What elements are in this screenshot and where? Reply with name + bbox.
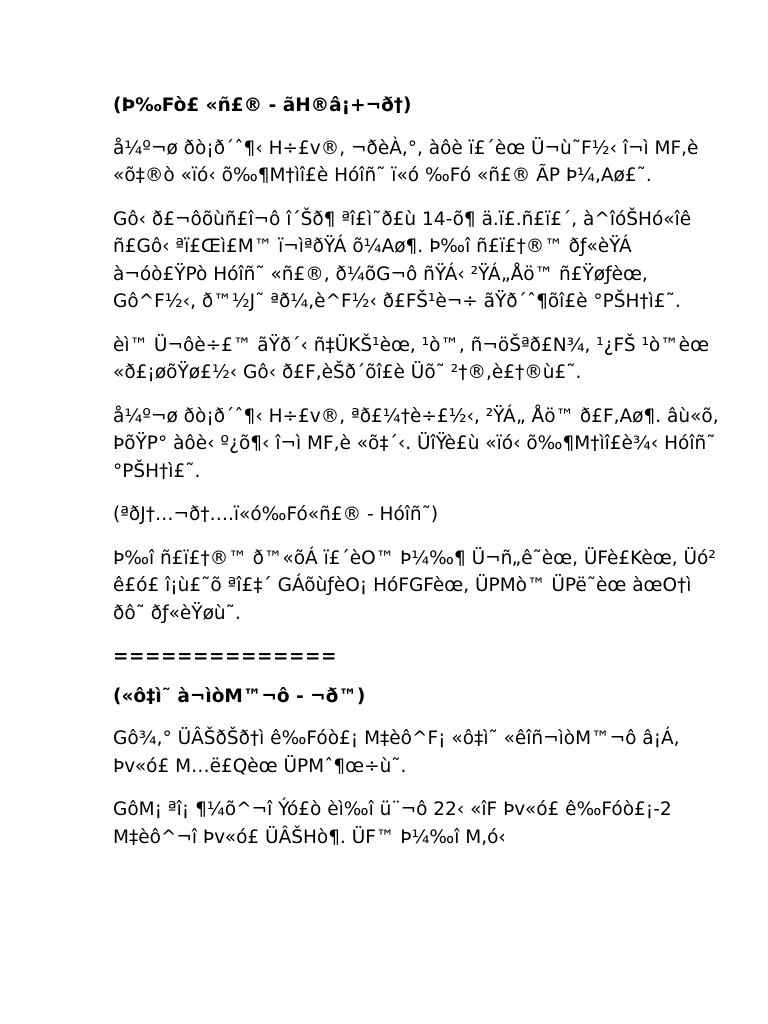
paragraph-4: å¼º¬ø ðò¡ð´ˆ¶‹ H÷£v®, ªð£¼†è÷£½‹, ²ŸÁ„ Åö™ ð£F,Aø¶. âù«õ, ÞõŸP° àôè‹ º¿õ¶‹ î¬ì MF,è «õ‡´‹. ÜîŸè£ù «ïó‹ õ‰¶M†ìî£è¾‹ Hóîñ˜ °PŠH†ì£˜. [113, 405, 719, 482]
paragraph-1: å¼º¬ø ðò¡ð´ˆ¶‹ H÷£v®, ¬ðèÀ,°, àôè ï£´èœ Ü¬ù˜F½‹ î¬ì MF,è «õ‡®ò «ïó‹ õ‰¶M†ìî£è Hóîñ˜ ï«ó ‰Fó «ñ£® ÃP Þ¼,Aø£˜. [113, 137, 699, 186]
paragraph-5: Þ‰î ñ£ï£†®™ ð™«õÁ ï£´èO™ Þ¼‰¶ Ü¬ñ„ê˜èœ, ÜFè£Kèœ, Üó² ê£ó£ î¡ù£˜õ ªî£‡´ GÁõùƒèO¡ HóFGFèœ, ÜPMò™ ÜPë˜èœ àœO†ì ðô˜ ðƒ«èŸøù˜. [113, 547, 716, 624]
photo-caption: (ªðJ†…¬ð†….ï«ó‰Fó«ñ£® - Hóîñ˜) [113, 504, 439, 525]
paragraph-2: Gô‹ ð£¬ôõùñ£î¬ô î´Šð¶ ªî£ì˜ð£ù 14-õ¶ ä.ï£.ñ£ï£´, à^îóŠHó«îê ñ£Gô‹ ªï£Œì£M™ ï¬ìªðŸÁ õ¼Aø¶. Þ‰î ñ£ï£†®™ ðƒ«èŸÁ à¬óò£ŸPò Hóîñ˜ «ñ£®, ð¼õG¬ô ñŸÁ‹ ²ŸÁ„Åö™ ñ£Ÿøƒèœ, Gô^F½‹, ð™½J˜ ªð¼,è^F½‹ ð£FŠ¹è¬÷ ãŸð´ˆ¶õî£è °PŠH†ì£˜. [113, 208, 692, 312]
paragraph-6: Gô¾,° ÜÂŠðŠð†ì ê‰Fóò£¡ M‡èô^F¡ «ô‡ì˜ «êîñ¬ìòM™¬ô â¡Á, Þv«ó£ M…ë£Qèœ ÜPMˆ¶œ÷ù˜. [113, 728, 680, 777]
section-heading-2: («ô‡ì˜ à¬ìòM™¬ô - ¬ð™) [113, 685, 366, 707]
paragraph-3: èì™ Ü¬ôè÷£™ ãŸð´‹ ñ‡ÜKŠ¹èœ, ¹ò™, ñ¬öŠªð£N¾, ¹¿FŠ ¹ò™èœ «ð£¡øõŸø£½‹ Gô‹ ð£F,èŠð´õî£è Üõ˜ ²†®,è£†®ù£˜. [113, 334, 709, 383]
separator-line: ============== [113, 646, 338, 667]
section-heading-1: (Þ‰Fò£ «ñ£® - ãH®â¡+¬ð†) [113, 95, 412, 116]
paragraph-7: GôM¡ ªî¡ ¶¼õ^¬î Ýó£ò èì‰î ü¨¬ô 22‹ «îF Þv«ó£ ê‰Fóò£¡-2 M‡èô^¬î Þv«ó£ ÜÂŠHò¶. ÜF™ Þ¼‰î M,ó‹ [113, 799, 672, 848]
